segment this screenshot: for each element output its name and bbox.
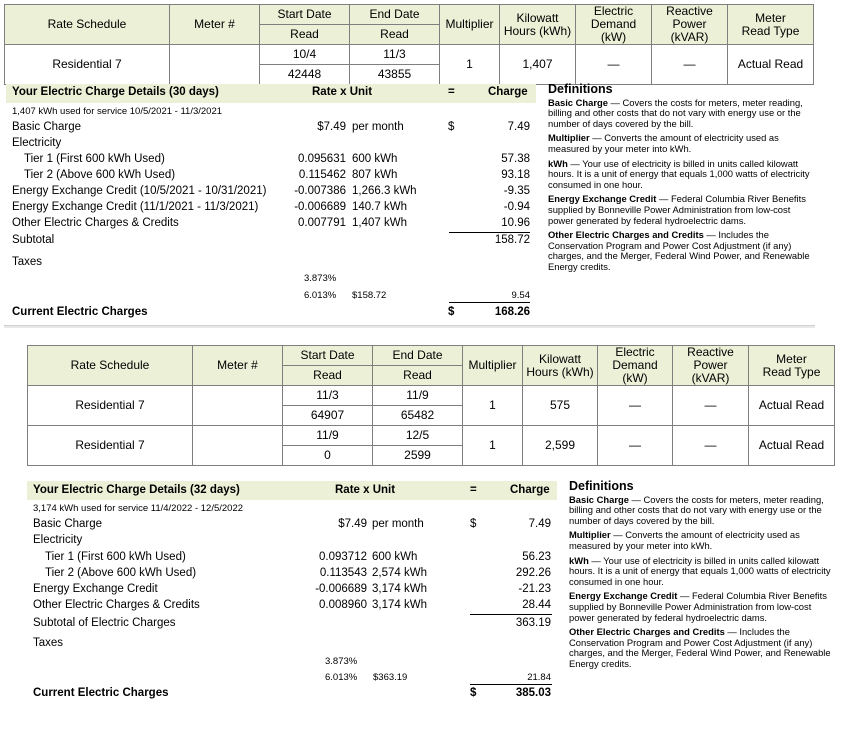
definition-text: — Federal Columbia River Benefits supplied by Bonneville Power Administration from low-cost power generated by federal hydroelectric dams. — [548, 193, 806, 226]
row-kwh: 575 — [523, 386, 598, 426]
subtotal-rule — [449, 232, 530, 233]
line-rate: 0.093712 — [319, 551, 367, 563]
row-kwh: 2,599 — [523, 426, 598, 466]
header-start-date: Start Date — [283, 346, 373, 366]
current-charges-total: 168.26 — [494, 306, 530, 318]
line-rate: 0.095631 — [298, 153, 346, 165]
row-kwh: 1,407 — [500, 45, 576, 85]
charge-details-2 — [27, 481, 557, 706]
row-multiplier: 1 — [463, 386, 523, 426]
header-multiplier: Multiplier — [463, 346, 523, 386]
definition-term: Energy Exchange Credit — [548, 193, 657, 205]
tax-base: $158.72 — [352, 290, 387, 301]
header-kwh-line2: Hours (kWh) — [526, 364, 594, 379]
row-meter — [193, 426, 283, 466]
line-unit: 600 kWh — [372, 551, 418, 563]
usage-note: 1,407 kWh used for service 10/5/2021 - 11/3/2021 — [12, 106, 223, 117]
section-divider — [4, 325, 815, 328]
charge-details-1 — [6, 84, 536, 324]
header-reactive-line2: Power (kVAR) — [670, 17, 709, 44]
line-rate: 0.008960 — [319, 599, 367, 611]
header-start-read: Read — [283, 366, 373, 386]
definitions-title: Definitions — [548, 82, 613, 96]
definition-term: Other Electric Charges and Credits — [569, 626, 725, 638]
line-label: Tier 1 (First 600 kWh Used) — [24, 153, 165, 165]
details-title: Your Electric Charge Details (32 days) — [33, 484, 240, 496]
meter-table-1 — [4, 4, 814, 85]
row-schedule: Residential 7 — [5, 45, 170, 85]
header-rate-schedule: Rate Schedule — [28, 346, 193, 386]
row-meter — [170, 45, 260, 85]
definition-basic-charge — [569, 495, 833, 527]
row-start-read: 42448 — [260, 65, 350, 85]
definition-text: — Includes the Conservation Program and Power Cost Adjustment (if any) charges, and the Merger, Federal Wind Power, and Renewable Energy credits. — [548, 229, 810, 272]
header-kwh-line1: Kilowatt — [516, 10, 559, 25]
line-label: Subtotal — [12, 234, 55, 246]
definition-text: — Federal Columbia River Benefits supplied by Bonneville Power Administration from low-cost power generated by federal hydroelectric dams. — [569, 590, 827, 623]
line-label: Other Electric Charges & Credits — [33, 599, 200, 611]
rate-unit-header: Rate x Unit — [335, 484, 396, 496]
line-label: Subtotal of Electric Charges — [33, 617, 176, 629]
tax-base: $363.19 — [373, 672, 408, 683]
row-end-read: 43855 — [350, 65, 440, 85]
line-charge: 28.44 — [522, 599, 551, 611]
row-reactive: — — [673, 426, 749, 466]
definition-energy-exchange — [548, 194, 810, 226]
line-charge: 292.26 — [515, 567, 551, 579]
row-demand: — — [576, 45, 652, 85]
line-rate: -0.006689 — [294, 201, 346, 213]
rate-unit-header: Rate x Unit — [312, 86, 373, 98]
line-label: Tier 1 (First 600 kWh Used) — [45, 551, 186, 563]
line-charge: 56.23 — [522, 551, 551, 563]
header-read-type — [749, 346, 835, 386]
line-label: Tier 2 (Above 600 kWh Used) — [45, 567, 197, 579]
definition-multiplier — [569, 530, 833, 551]
row-demand: — — [598, 386, 673, 426]
header-multiplier: Multiplier — [440, 5, 500, 45]
line-unit: 1,407 kWh — [352, 217, 407, 229]
current-charges-label: Current Electric Charges — [12, 306, 148, 318]
header-demand — [598, 346, 673, 386]
header-read-type-line1: Meter — [755, 10, 786, 25]
header-demand — [576, 5, 652, 45]
header-end-date: End Date — [350, 5, 440, 25]
equals-sign: = — [470, 484, 477, 496]
row-read-type: Actual Read — [749, 386, 835, 426]
header-rate-schedule: Rate Schedule — [5, 5, 170, 45]
line-label: Electricity — [12, 137, 62, 149]
header-kwh — [500, 5, 576, 45]
definition-term: Basic Charge — [569, 493, 629, 505]
definition-text: — Covers the costs for meters, meter reading, billing and other costs that do not vary with energy use or the number of days covered by the bill. — [548, 96, 803, 129]
line-unit: per month — [372, 518, 424, 530]
header-kwh — [523, 346, 598, 386]
line-charge: 57.38 — [501, 153, 530, 165]
definition-kwh — [569, 556, 833, 588]
charge-header: Charge — [488, 86, 528, 98]
definition-text: — Includes the Conservation Program and Power Cost Adjustment (if any) charges, and the Merger, Federal Wind Power, and Renewable Energy credits. — [569, 626, 831, 669]
line-charge: -0.94 — [503, 201, 530, 213]
line-rate: 0.113543 — [319, 567, 367, 579]
header-reactive — [673, 346, 749, 386]
line-rate: $7.49 — [338, 518, 367, 530]
tax-rate-1: 3.873% — [304, 273, 337, 284]
row-reactive: — — [652, 45, 728, 85]
details-title: Your Electric Charge Details (30 days) — [12, 86, 219, 98]
definition-term: Other Electric Charges and Credits — [548, 229, 704, 241]
row-end-date: 11/9 — [373, 386, 463, 406]
line-label: Basic Charge — [12, 121, 82, 133]
line-rate: 0.115462 — [298, 169, 346, 181]
definition-text: — Your use of electricity is billed in units called kilowatt hours. It is a unit of energy that equals 1,000 watts of electricity consumed in one hour. — [548, 157, 810, 190]
header-kwh-line2: Hours (kWh) — [503, 23, 572, 38]
header-reactive-line1: Reactive — [687, 345, 734, 359]
header-read-type-line2: Read Type — [762, 364, 821, 379]
line-label: Energy Exchange Credit (10/5/2021 - 10/31/2021) — [12, 185, 267, 197]
row-reactive: — — [673, 386, 749, 426]
line-unit: 2,574 kWh — [372, 567, 427, 579]
row-read-type: Actual Read — [728, 45, 814, 85]
header-start-read: Read — [260, 25, 350, 45]
taxes-label: Taxes — [12, 256, 43, 268]
definition-term: kWh — [569, 554, 589, 566]
definition-term: Multiplier — [548, 132, 590, 144]
taxes-label: Taxes — [33, 637, 64, 649]
line-unit: 1,266.3 kWh — [352, 185, 417, 197]
definition-term: Multiplier — [569, 529, 611, 541]
header-demand-line1: Electric — [593, 4, 634, 18]
line-rate: -0.007386 — [294, 185, 346, 197]
definition-other-charges — [548, 230, 810, 272]
line-charge: 7.49 — [507, 121, 530, 133]
line-rate: $7.49 — [317, 121, 346, 133]
charge-header: Charge — [510, 484, 550, 496]
tax-rate-2: 6.013% — [304, 290, 337, 301]
line-rate: 0.007791 — [298, 217, 346, 229]
header-start-date: Start Date — [260, 5, 350, 25]
definition-term: Energy Exchange Credit — [569, 590, 678, 602]
row-end-read: 2599 — [373, 446, 463, 466]
header-demand-line2: Demand (kW) — [590, 17, 637, 44]
definition-kwh — [548, 159, 810, 191]
row-start-date: 10/4 — [260, 45, 350, 65]
definition-multiplier — [548, 133, 810, 154]
tax-rate-1: 3.873% — [325, 656, 358, 667]
definition-term: Basic Charge — [548, 96, 608, 108]
definitions-2 — [569, 481, 833, 674]
row-schedule: Residential 7 — [28, 426, 193, 466]
tax-rate-2: 6.013% — [325, 672, 358, 683]
line-unit: 3,174 kWh — [372, 599, 427, 611]
definition-term: kWh — [548, 157, 568, 169]
line-unit: 3,174 kWh — [372, 583, 427, 595]
definition-other-charges — [569, 627, 833, 669]
header-reactive-line1: Reactive — [666, 4, 713, 18]
row-multiplier: 1 — [440, 45, 500, 85]
header-meter: Meter # — [170, 5, 260, 45]
header-demand-line2: Demand (kW) — [612, 358, 658, 385]
tax-charge: 9.54 — [511, 290, 530, 301]
row-multiplier: 1 — [463, 426, 523, 466]
subtotal-rule — [470, 614, 552, 615]
header-kwh-line1: Kilowatt — [538, 351, 582, 366]
line-charge: 10.96 — [501, 217, 530, 229]
line-label: Energy Exchange Credit — [33, 583, 158, 595]
row-read-type: Actual Read — [749, 426, 835, 466]
header-read-type-line2: Read Type — [741, 23, 800, 38]
equals-sign: = — [448, 86, 455, 98]
line-unit: 807 kWh — [352, 169, 398, 181]
line-label: Basic Charge — [33, 518, 103, 530]
header-read-type — [728, 5, 814, 45]
current-charges-label: Current Electric Charges — [33, 687, 169, 699]
current-charges-dollar: $ — [470, 687, 477, 699]
line-charge: 7.49 — [528, 518, 551, 530]
total-rule — [470, 684, 552, 685]
row-start-date: 11/3 — [283, 386, 373, 406]
row-meter — [193, 386, 283, 426]
line-charge: 363.19 — [515, 617, 551, 629]
usage-note: 3,174 kWh used for service 11/4/2022 - 12/5/2022 — [33, 503, 244, 514]
definition-basic-charge — [548, 98, 810, 130]
meter-table-2 — [27, 345, 835, 466]
row-start-date: 11/9 — [283, 426, 373, 446]
current-charges-total: 385.03 — [515, 687, 551, 699]
line-dollar: $ — [448, 121, 455, 133]
line-label: Energy Exchange Credit (11/1/2021 - 11/3/2021) — [12, 201, 259, 213]
line-charge: 93.18 — [501, 169, 530, 181]
header-meter: Meter # — [193, 346, 283, 386]
line-label: Other Electric Charges & Credits — [12, 217, 179, 229]
line-label: Tier 2 (Above 600 kWh Used) — [24, 169, 176, 181]
row-demand: — — [598, 426, 673, 466]
total-rule — [449, 302, 530, 303]
header-read-type-line1: Meter — [776, 351, 807, 366]
line-charge: -9.35 — [503, 185, 530, 197]
row-end-date: 11/3 — [350, 45, 440, 65]
definition-energy-exchange — [569, 591, 833, 623]
definition-text: — Converts the amount of electricity used as measured by your meter into kWh. — [569, 529, 800, 551]
header-demand-line1: Electric — [615, 345, 655, 359]
row-start-read: 64907 — [283, 406, 373, 426]
line-unit: 140.7 kWh — [352, 201, 407, 213]
row-end-read: 65482 — [373, 406, 463, 426]
header-reactive-line2: Power (kVAR) — [691, 358, 730, 385]
line-rate: -0.006689 — [315, 583, 367, 595]
line-dollar: $ — [470, 518, 477, 530]
header-end-read: Read — [373, 366, 463, 386]
line-charge: -21.23 — [518, 583, 551, 595]
definition-text: — Your use of electricity is billed in units called kilowatt hours. It is a unit of energy that equals 1,000 watts of electricity consumed in one hour. — [569, 554, 831, 587]
header-end-date: End Date — [373, 346, 463, 366]
header-reactive — [652, 5, 728, 45]
line-unit: 600 kWh — [352, 153, 398, 165]
definition-text: — Converts the amount of electricity used as measured by your meter into kWh. — [548, 132, 779, 154]
header-end-read: Read — [350, 25, 440, 45]
definition-text: — Covers the costs for meters, meter reading, billing and other costs that do not vary with energy use or the number of days covered by the bill. — [569, 493, 824, 526]
row-end-date: 12/5 — [373, 426, 463, 446]
row-start-read: 0 — [283, 446, 373, 466]
line-charge: 158.72 — [494, 234, 530, 246]
line-unit: per month — [352, 121, 404, 133]
definitions-title: Definitions — [569, 479, 634, 493]
row-schedule: Residential 7 — [28, 386, 193, 426]
current-charges-dollar: $ — [448, 306, 455, 318]
definitions-1 — [548, 84, 810, 277]
tax-charge: 21.84 — [527, 672, 551, 683]
line-label: Electricity — [33, 534, 83, 546]
